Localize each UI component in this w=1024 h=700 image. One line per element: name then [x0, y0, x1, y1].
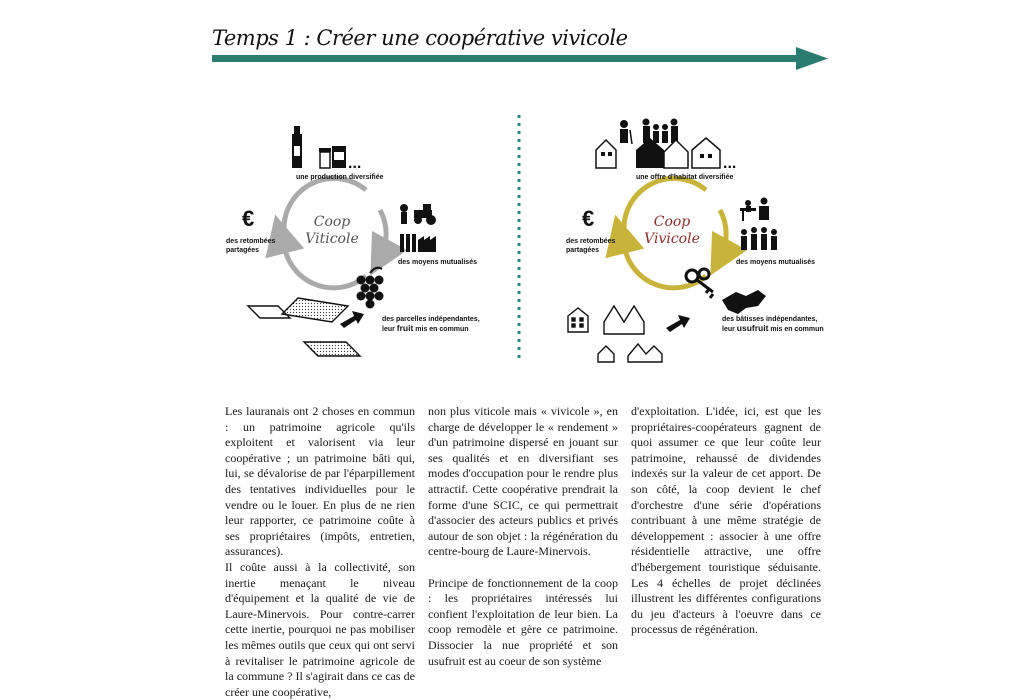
text-column-3 [631, 404, 821, 638]
timeline-arrow [0, 0, 1024, 80]
office-worker-icon [740, 198, 769, 222]
grapes-icon [357, 268, 384, 309]
wine-bottle-icon [292, 126, 302, 168]
buildings-icon [568, 306, 662, 362]
paragraph: Les lauranais ont 2 choses en commun : un patrimoine agricole qu'ils exploitent et valorisent via leur coopérative ; un patrimoine bâti qui, lui, se dévalorise de par l'éparpillement des tentatives individuelles pour le vendre ou le louer. En plus de ne rien leur rapporter, ce patrimoine coûte à ses propriétaires (impôts, entretien, assurances). [225, 404, 415, 559]
coop-subtitle: Vivicole [644, 231, 700, 247]
elderly-person-icon [620, 120, 632, 144]
top-label: une offre d'habitat diversifiée [636, 174, 734, 181]
page-title: Temps 1 : Créer une coopérative vivicole [212, 26, 628, 50]
paragraph: non plus viticole mais « vivicole », en charge de développer le « rendement » d'un patrimoine dispersé en jouant sur ses qualités et en diversifiant ses modes d'occupation pour le rendre plus attractif. Cette coopérative prendrait la forme d'une SCIC, ce qui permettrait d'associer des acteurs publics et privés autour de son objet : la régénération du centre-bourg de Laure-Minervois. [428, 404, 618, 559]
left-diagram [220, 110, 510, 370]
bottom-label-1: des parcelles indépendantes, [382, 316, 480, 323]
dotted-divider [514, 112, 524, 362]
top-label: une production diversifiée [296, 174, 384, 181]
coop-title: Coop [653, 214, 691, 230]
arrow-icon [666, 315, 690, 332]
paragraph: Principe de fonctionnement de la coop : les propriétaires intéressés lui confient l'exploitation de leur bien. La coop remodèle et gère ce patrimoine. Dissocier la nue propriété et son usufruit est au coeur de son système [428, 575, 618, 668]
factory-icon [400, 234, 436, 252]
text-column-1 [225, 404, 415, 700]
left-label-2: partagées [566, 247, 600, 254]
paragraph: d'exploitation. L'idée, ici, est que les propriétaires-coopérateurs gagnent de quoi assumer ce que leur coûte leur patrimoine, rehaussé de dividendes indexés sur la valeur de cet apport. De son côté, la coop devient le chef d'orchestre d'une série d'opérations contribuant à une même stratégie de développement : associer à une offre résidentielle attractive, une offre d'hébergement touristique séduisante. Les 4 échelles de projet déclinées illustrent les différentes configurations du jeu d'acteurs à l'oeuvre dans ce processus de régénération. [631, 404, 821, 637]
left-label-2: partagées [226, 247, 260, 254]
bottom-label-2: leur fruit mis en commun [382, 323, 469, 333]
handshake-icon [722, 290, 766, 314]
euro-icon: € [582, 206, 595, 231]
family-icon [643, 119, 679, 144]
more-dots: ... [723, 155, 737, 172]
right-label: des moyens mutualisés [736, 259, 815, 266]
bottom-label-2: leur usufruit mis en commun [722, 323, 824, 333]
text-column-2 [428, 404, 618, 669]
euro-icon: € [242, 206, 255, 231]
jar-icon [319, 146, 346, 168]
right-label: des moyens mutualisés [398, 259, 477, 266]
right-diagram [560, 110, 850, 370]
left-label-1: des retombées [226, 238, 276, 245]
paragraph: Il coûte aussi à la collectivité, son inertie menaçant le niveau d'équipement et la qualité de vie de Laure-Minervois. Pour contre-carrer cette inertie, pourquoi ne pas mobiliser les mêmes outils que ceux qui ont servi à revitaliser le patrimoine agricole de la commune ? Il s'agirait dans ce cas de créer une coopérative, [225, 559, 415, 699]
tractor-icon [400, 204, 436, 225]
bottom-label-1: des bâtisses indépendantes, [722, 316, 818, 323]
coop-title: Coop [313, 214, 351, 230]
team-icon [741, 227, 777, 250]
coop-subtitle: Viticole [305, 231, 359, 247]
more-dots: ... [348, 155, 362, 172]
arrow-icon [340, 311, 364, 328]
left-label-1: des retombées [566, 238, 616, 245]
